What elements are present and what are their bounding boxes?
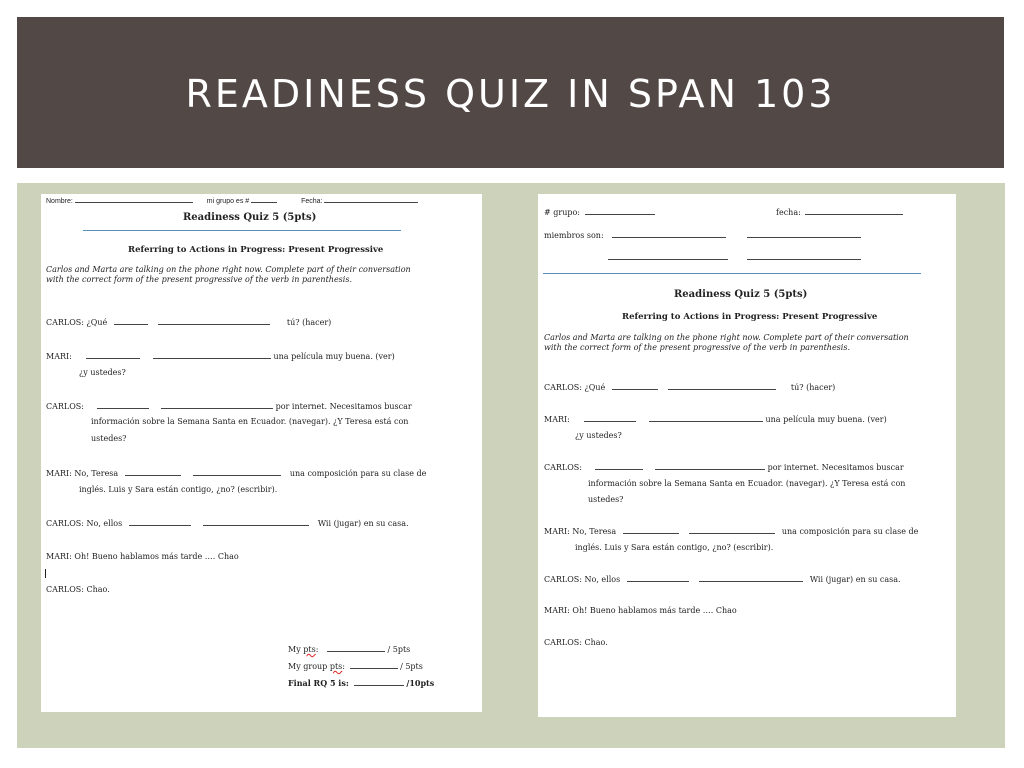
- header-row: [46, 195, 418, 207]
- answer-blank: [114, 317, 148, 325]
- answer-blank: [668, 382, 776, 390]
- answer-blank: [623, 526, 679, 534]
- fecha-blank: [324, 195, 418, 203]
- score-label: Final RQ 5 is:: [288, 678, 349, 688]
- line-text: una composición para su clase de: [289, 469, 427, 478]
- instructions: Carlos and Marta are talking on the phone right now. Complete part of their conversation with the correct form of the present progressive of the verb in parenthesis.: [544, 333, 909, 352]
- score-total: / 5pts: [400, 662, 423, 671]
- line-text: ¿y ustedes?: [79, 368, 126, 377]
- score-blank: [354, 678, 404, 686]
- score-label: My: [288, 645, 304, 654]
- speaker-text: MARI: No, Teresa: [46, 469, 119, 478]
- nombre-blank: [75, 195, 193, 203]
- dialogue-line-6: MARI: Oh! Bueno hablamos más tarde …. Chao: [46, 552, 239, 561]
- line-text: información sobre la Semana Santa en Ecuador. (navegar). ¿Y Teresa está con: [588, 479, 906, 488]
- score-final: [288, 678, 434, 688]
- dialogue-line-1: [46, 317, 331, 328]
- score-label: pts: [303, 645, 316, 654]
- title-bar: [17, 17, 1004, 168]
- answer-blank: [203, 518, 309, 526]
- quiz-subtitle: Referring to Actions in Progress: Present Progressive: [128, 245, 384, 255]
- dialogue-line-3: [46, 401, 412, 412]
- line-text: inglés. Luis y Sara están contigo, ¿no? (escribir).: [575, 543, 774, 552]
- speaker-text: MARI:: [544, 415, 570, 424]
- miembros-row: [544, 230, 861, 241]
- answer-blank: [193, 468, 281, 476]
- miembro-blank: [747, 252, 861, 260]
- miembros-row-2: [608, 252, 861, 263]
- answer-blank: [584, 414, 636, 422]
- score-group-pts: My group pts: / 5pts: [288, 662, 423, 671]
- dialogue-line-7: CARLOS: Chao.: [46, 585, 110, 594]
- answer-blank: [612, 382, 658, 390]
- grupo-blank: [585, 207, 655, 215]
- line-text: una composición para su clase de: [781, 527, 919, 536]
- score-label: pts: [329, 662, 343, 671]
- header-row-1: [544, 207, 655, 218]
- line-text: ¿y ustedes?: [575, 431, 622, 440]
- answer-blank: [627, 574, 689, 582]
- quiz-title: Readiness Quiz 5 (5pts): [183, 212, 317, 223]
- line-text: ustedes?: [91, 434, 127, 443]
- divider-rule: [543, 273, 921, 274]
- answer-blank: [161, 401, 273, 409]
- dialogue-line-6: MARI: Oh! Bueno hablamos más tarde …. Chao: [544, 606, 737, 615]
- fecha-row: [776, 207, 903, 218]
- answer-blank: [97, 401, 149, 409]
- fecha-blank: [805, 207, 903, 215]
- dialogue-line-7: CARLOS: Chao.: [544, 638, 608, 647]
- score-label: My group: [288, 662, 330, 671]
- dialogue-line-2: [46, 351, 395, 362]
- miembro-blank: [608, 252, 728, 260]
- grupo-label: # grupo:: [544, 208, 580, 217]
- score-blank: [350, 661, 398, 669]
- score-total: / 5pts: [387, 645, 411, 654]
- fecha-label: Fecha:: [301, 198, 323, 205]
- line-text: Wii (jugar) en su casa.: [317, 519, 409, 528]
- answer-blank: [595, 462, 643, 470]
- dialogue-line-4: [544, 526, 918, 537]
- instructions: Carlos and Marta are talking on the phone right now. Complete part of their conversation with the correct form of the present progressive of the verb in parenthesis.: [46, 265, 411, 284]
- line-text: Wii (jugar) en su casa.: [809, 575, 901, 584]
- content-area: [17, 183, 1005, 748]
- quiz-title: Readiness Quiz 5 (5pts): [674, 289, 808, 300]
- speaker-text: CARLOS: ¿Qué: [46, 318, 108, 327]
- score-my-pts: My pts: / 5pts: [288, 645, 411, 654]
- line-text: una película muy buena. (ver): [765, 415, 887, 424]
- grupo-label: mi grupo es #: [206, 198, 250, 205]
- score-total: /10pts: [406, 678, 435, 688]
- dialogue-line-1: [544, 382, 835, 393]
- miembro-blank: [747, 230, 861, 238]
- line-text: inglés. Luis y Sara están contigo, ¿no? (escribir).: [79, 485, 278, 494]
- dialogue-line-2: [544, 414, 887, 425]
- nombre-label: Nombre:: [46, 198, 73, 205]
- answer-blank: [158, 317, 270, 325]
- dialogue-line-3: [544, 462, 904, 473]
- answer-blank: [689, 526, 775, 534]
- dialogue-line-4: [46, 468, 426, 479]
- line-text: por internet. Necesitamos buscar: [767, 463, 904, 472]
- miembros-label: miembros son:: [544, 231, 604, 240]
- line-text: por internet. Necesitamos buscar: [275, 402, 412, 411]
- speaker-text: CARLOS: No, ellos: [46, 519, 123, 528]
- dialogue-line-5: [46, 518, 409, 529]
- speaker-text: CARLOS: ¿Qué: [544, 383, 606, 392]
- speaker-text: CARLOS:: [544, 463, 582, 472]
- speaker-text: CARLOS: No, ellos: [544, 575, 621, 584]
- slide-title: READINESS QUIZ IN SPAN 103: [185, 71, 836, 116]
- line-text: una película muy buena. (ver): [273, 352, 395, 361]
- score-blank: [327, 644, 385, 652]
- dialogue-line-5: [544, 574, 901, 585]
- speaker-text: MARI: No, Teresa: [544, 527, 617, 536]
- line-text: tú? (hacer): [286, 318, 332, 327]
- answer-blank: [86, 351, 140, 359]
- fecha-label: fecha:: [776, 208, 801, 217]
- divider-rule: [83, 230, 401, 231]
- line-text: información sobre la Semana Santa en Ecuador. (navegar). ¿Y Teresa está con: [91, 417, 409, 426]
- quiz-subtitle: Referring to Actions in Progress: Present Progressive: [622, 312, 878, 322]
- grupo-blank: [251, 195, 277, 203]
- line-text: ustedes?: [588, 495, 624, 504]
- miembro-blank: [612, 230, 726, 238]
- quiz-page-right: [538, 194, 956, 717]
- speaker-text: CARLOS:: [46, 402, 84, 411]
- answer-blank: [153, 351, 271, 359]
- answer-blank: [125, 468, 181, 476]
- text-cursor: [45, 569, 46, 578]
- answer-blank: [649, 414, 763, 422]
- answer-blank: [699, 574, 803, 582]
- answer-blank: [655, 462, 765, 470]
- answer-blank: [129, 518, 191, 526]
- quiz-page-left: [41, 194, 482, 712]
- speaker-text: MARI:: [46, 352, 72, 361]
- line-text: tú? (hacer): [790, 383, 836, 392]
